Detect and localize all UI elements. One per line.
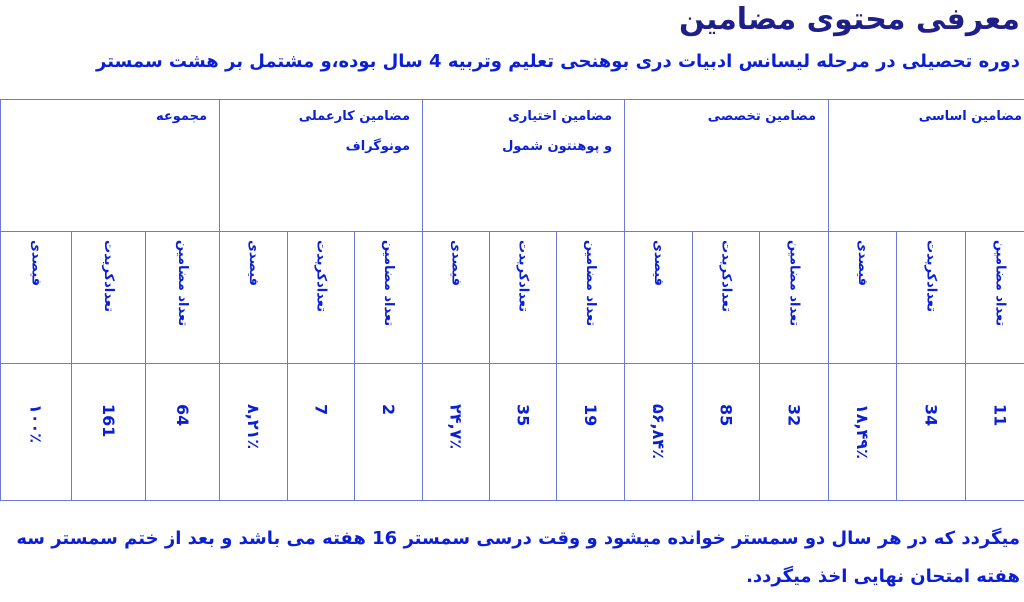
value-text: ۱۰۰٪ bbox=[26, 404, 46, 444]
sub-header-cell bbox=[423, 232, 490, 364]
value-row bbox=[1, 364, 1024, 501]
sub-header-label: تعداد مضامین bbox=[786, 240, 802, 327]
sub-header-cell bbox=[829, 232, 897, 364]
sub-header-label: تعدادکریدت bbox=[101, 240, 117, 312]
value-text: ۸,۲۱٪ bbox=[244, 404, 264, 450]
value-cell bbox=[966, 364, 1024, 501]
value-text: 161 bbox=[99, 404, 119, 438]
sub-header-label: فیصدی bbox=[448, 240, 464, 287]
sub-header-label: تعداد مضامین bbox=[992, 240, 1008, 327]
value-cell bbox=[760, 364, 829, 501]
value-cell bbox=[1, 364, 72, 501]
sub-header-cell bbox=[288, 232, 355, 364]
sub-header-cell bbox=[490, 232, 557, 364]
group-header-cell bbox=[1, 100, 220, 232]
value-cell bbox=[220, 364, 288, 501]
group-header-row bbox=[1, 100, 1024, 232]
footer-note: میگردد که در هر سال دو سمستر خوانده میشود و وقت درسی سمستر 16 هفته می باشد و بعد از ختم سمستر سه هفته امتحان نهایی اخذ میگردد. bbox=[16, 528, 1020, 587]
group-header-cell bbox=[829, 100, 1024, 232]
sub-header-label: تعدادکریدت bbox=[923, 240, 939, 312]
value-text: 32 bbox=[784, 404, 804, 427]
sub-header-label: فیصدی bbox=[855, 240, 871, 287]
value-text: ۲۴,۷٪ bbox=[446, 404, 466, 450]
sub-header-label: تعدادکریدت bbox=[718, 240, 734, 312]
value-text: 7 bbox=[311, 404, 331, 416]
sub-header-label: تعداد مضامین bbox=[583, 240, 599, 327]
value-cell bbox=[490, 364, 557, 501]
group-label: مضامین اختیاری و پوهنتون شمول bbox=[502, 109, 613, 154]
group-header-cell bbox=[625, 100, 829, 232]
page-title: معرفی محتوی مضامین bbox=[678, 2, 1020, 37]
value-cell bbox=[355, 364, 423, 501]
subjects-table bbox=[0, 99, 1024, 501]
group-label: مضامین کارعملی مونوگراف bbox=[298, 109, 411, 154]
value-cell bbox=[72, 364, 146, 501]
value-cell bbox=[146, 364, 220, 501]
value-text: 11 bbox=[990, 404, 1010, 427]
group-label: مضامین تخصصی bbox=[707, 109, 817, 124]
value-text: 2 bbox=[379, 404, 399, 416]
sub-header-cell bbox=[220, 232, 288, 364]
sub-header-label: تعدادکریدت bbox=[313, 240, 329, 312]
sub-header-label: فیصدی bbox=[651, 240, 667, 287]
value-cell bbox=[423, 364, 490, 501]
value-cell bbox=[897, 364, 966, 501]
group-header-cell bbox=[220, 100, 423, 232]
group-label: مجموعه bbox=[155, 109, 208, 124]
value-cell bbox=[557, 364, 625, 501]
sub-header-cell bbox=[897, 232, 966, 364]
value-text: 19 bbox=[581, 404, 601, 427]
page-subtitle: دوره تحصیلی در مرحله لیسانس ادبیات دری بوهنحی تعلیم وتربیه 4 سال بوده،و مشتمل بر هشت سمستر bbox=[96, 51, 1020, 72]
sub-header-label: تعدادکریدت bbox=[515, 240, 531, 312]
value-text: 85 bbox=[716, 404, 736, 427]
value-text: ۱۸,۴۹٪ bbox=[853, 404, 873, 459]
group-label: مضامین اساسی bbox=[918, 109, 1023, 124]
sub-header-label: فیصدی bbox=[28, 240, 44, 287]
sub-header-label: تعداد مضامین bbox=[381, 240, 397, 327]
sub-header-cell bbox=[557, 232, 625, 364]
sub-header-cell bbox=[693, 232, 760, 364]
sub-header-row bbox=[1, 232, 1024, 364]
sub-header-label: تعداد مضامین bbox=[175, 240, 191, 327]
value-text: 34 bbox=[921, 404, 941, 427]
sub-header-label: فیصدی bbox=[246, 240, 262, 287]
value-text: 64 bbox=[173, 404, 193, 427]
value-cell bbox=[829, 364, 897, 501]
sub-header-cell bbox=[72, 232, 146, 364]
sub-header-cell bbox=[760, 232, 829, 364]
value-text: ۵۶,۸۴٪ bbox=[649, 404, 669, 459]
sub-header-cell bbox=[1, 232, 72, 364]
sub-header-cell bbox=[146, 232, 220, 364]
sub-header-cell bbox=[625, 232, 693, 364]
value-cell bbox=[288, 364, 355, 501]
sub-header-cell bbox=[966, 232, 1024, 364]
value-text: 35 bbox=[513, 404, 533, 427]
group-header-cell bbox=[423, 100, 625, 232]
value-cell bbox=[625, 364, 693, 501]
value-cell bbox=[693, 364, 760, 501]
sub-header-cell bbox=[355, 232, 423, 364]
